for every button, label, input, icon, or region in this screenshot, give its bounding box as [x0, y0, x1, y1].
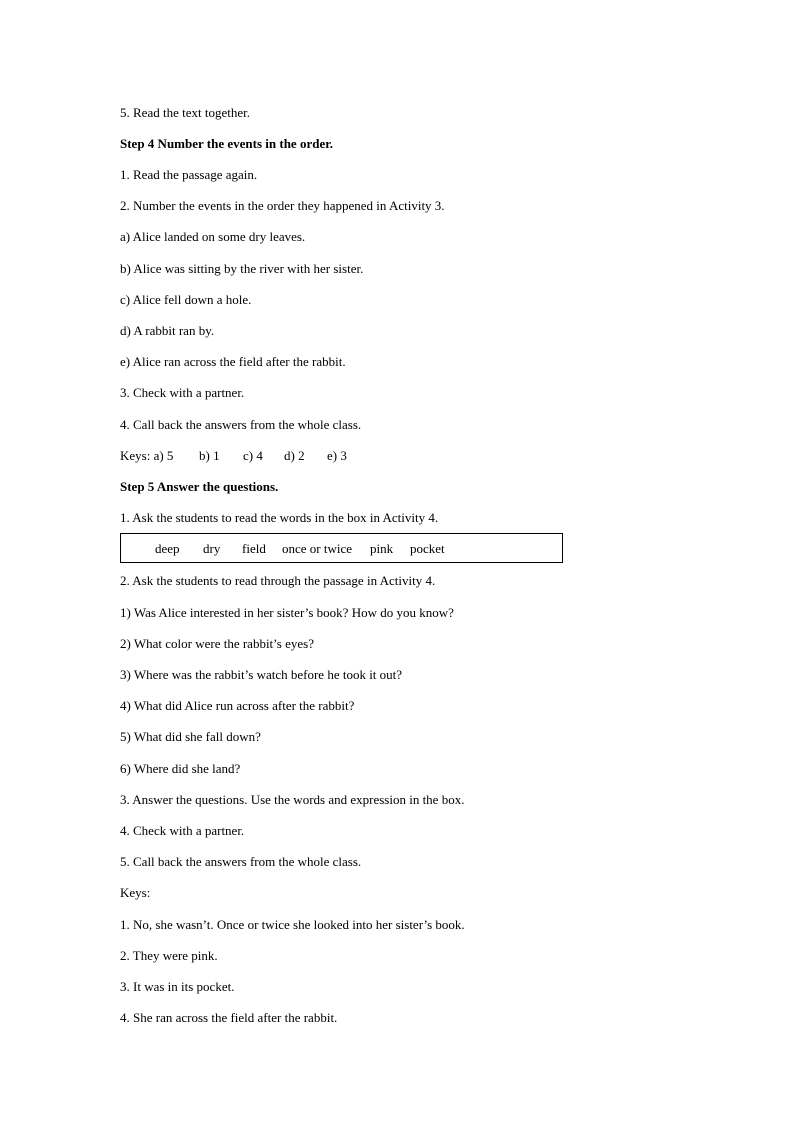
question-item: 2) What color were the rabbit’s eyes? — [120, 636, 314, 651]
question-item: 6) Where did she land? — [120, 761, 241, 776]
question-item: 3) Where was the rabbit’s watch before he took it out? — [120, 667, 403, 682]
text-line: 2. Ask the students to read through the passage in Activity 4. — [120, 573, 436, 588]
text-line: 4. Check with a partner. — [120, 823, 245, 838]
key-item: e) 3 — [327, 448, 347, 463]
event-item: b) Alice was sitting by the river with her sister. — [120, 261, 364, 276]
answer-item: 1. No, she wasn’t. Once or twice she looked into her sister’s book. — [120, 917, 465, 932]
question-item: 4) What did Alice run across after the rabbit? — [120, 698, 355, 713]
event-item: a) Alice landed on some dry leaves. — [120, 229, 306, 244]
text-line: 5. Read the text together. — [120, 105, 250, 120]
keys-row — [120, 448, 347, 464]
step-4-heading: Step 4 Number the events in the order. — [120, 136, 334, 151]
step-5-heading: Step 5 Answer the questions. — [120, 479, 279, 494]
box-word: field — [242, 541, 266, 556]
answer-item: 4. She ran across the field after the rabbit. — [120, 1010, 338, 1025]
word-box — [120, 533, 563, 563]
text-line: 4. Call back the answers from the whole class. — [120, 417, 362, 432]
key-item: c) 4 — [243, 448, 263, 463]
key-item: d) 2 — [284, 448, 305, 463]
key-item: b) 1 — [199, 448, 220, 463]
text-line: 3. Answer the questions. Use the words and expression in the box. — [120, 792, 465, 807]
event-item: d) A rabbit ran by. — [120, 323, 215, 338]
event-item: e) Alice ran across the field after the rabbit. — [120, 354, 346, 369]
key-item: Keys: a) 5 — [120, 448, 174, 463]
text-line: 3. Check with a partner. — [120, 385, 245, 400]
question-item: 1) Was Alice interested in her sister’s book? How do you know? — [120, 605, 454, 620]
box-word: pocket — [410, 541, 445, 556]
text-line: 1. Read the passage again. — [120, 167, 258, 182]
text-line: 1. Ask the students to read the words in the box in Activity 4. — [120, 510, 439, 525]
box-word: pink — [370, 541, 394, 556]
answer-item: 2. They were pink. — [120, 948, 218, 963]
keys-label: Keys: — [120, 885, 151, 900]
box-word: once or twice — [282, 541, 353, 556]
box-word: deep — [155, 541, 180, 556]
text-line: 5. Call back the answers from the whole class. — [120, 854, 362, 869]
question-item: 5) What did she fall down? — [120, 729, 261, 744]
event-item: c) Alice fell down a hole. — [120, 292, 252, 307]
text-line: 2. Number the events in the order they happened in Activity 3. — [120, 198, 445, 213]
answer-item: 3. It was in its pocket. — [120, 979, 235, 994]
box-word: dry — [203, 541, 221, 556]
